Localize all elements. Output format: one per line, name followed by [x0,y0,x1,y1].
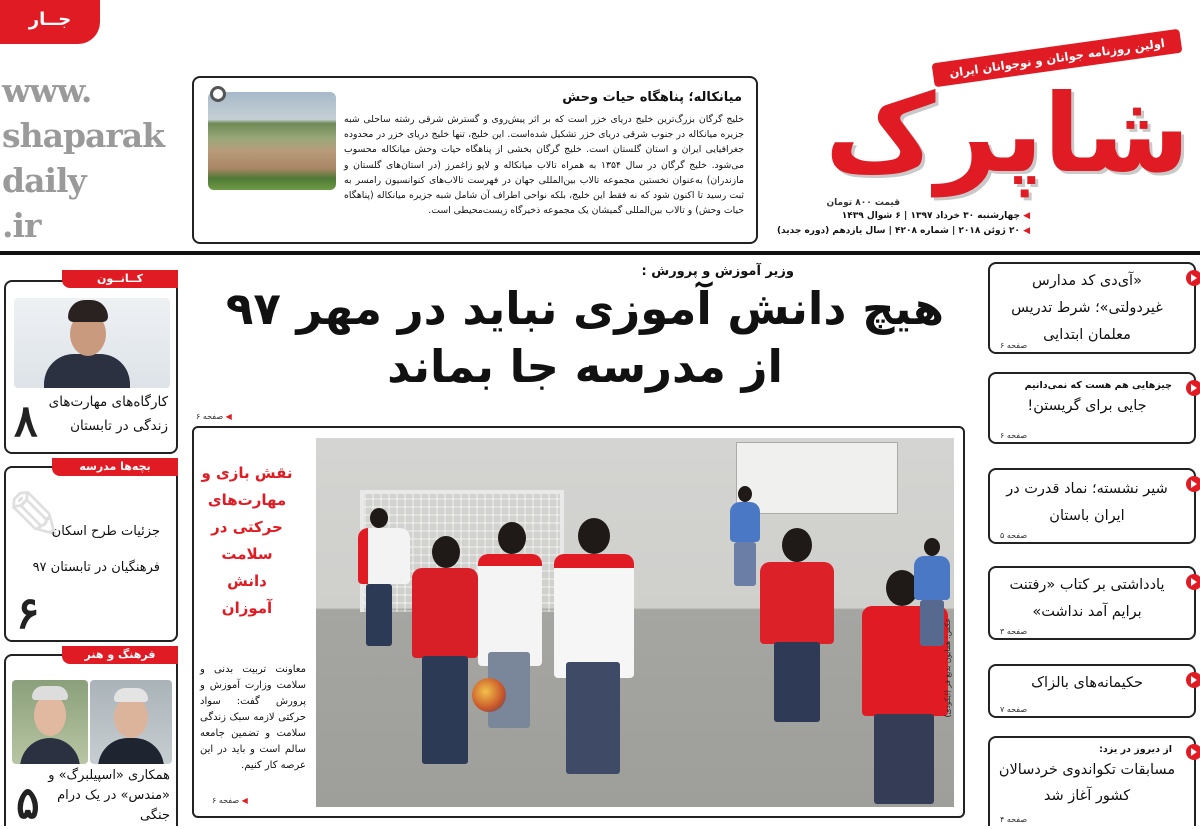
photo-tag: نقش بازی و مهارت‌های حرکتی در سلامت دانش آموزان [201,464,293,617]
student-figure [548,518,638,778]
website-line: shaparak [2,116,165,155]
bullet-icon [1186,574,1200,590]
page-ref: صفحه ۵ [1000,531,1028,540]
page-ref: صفحه ۶ [1000,431,1028,440]
portrait-photo [14,298,170,388]
left-story-title: کارگاه‌های مهارت‌های زندگی در تابستان [48,394,168,434]
right-story-title: حکیمانه‌های بالزاک [1031,675,1143,691]
left-story-school[interactable] [4,460,178,642]
left-story-culture[interactable] [4,648,178,829]
masthead-rule [0,251,1200,255]
headline-line: از مدرسه جا بماند [387,340,783,393]
lead-story-title: میانکاله؛ پناهگاه حیات وحش [562,90,742,105]
right-story-title: مسابقات تکواندوی خردسالان کشور آغاز شد [998,762,1176,804]
website-line: www. [2,71,92,110]
caption-page-ref: ◀ صفحه ۶ [212,796,248,805]
bullet-icon [1186,380,1200,396]
bullet-icon: ◀ [223,412,232,421]
bullet-icon [1186,270,1200,286]
section-label: بچه‌ها مدرسه [52,458,178,476]
page-ref: صفحه ۷ [1000,705,1028,714]
pin-icon [210,86,226,102]
price: قیمت ۸۰۰ تومان [826,198,900,208]
left-story-title: همکاری «اسپیلبرگ» و «مندس» در یک درام جنگی [48,768,170,823]
corner-tag: جــار [0,0,100,44]
portrait-photo-2 [90,680,172,764]
photo-caption: معاونت تربیت بدنی و سلامت وزارت آموزش و پرورش گفت: سواد حرکتی لازمه سبک زندگی سلامت و تضمین جامعه سالم است و باید در این عرصه کار کنیم. [200,664,306,771]
website-line: .ir [2,206,41,245]
bullet-icon: ◀ [1019,226,1030,236]
decorative-pencil-icon: ✎ [6,476,65,558]
lake-photo [208,92,336,190]
headline-kicker: وزیر آموزش و پرورش : [641,264,794,279]
student-figure [408,536,482,768]
right-story-title: شیر نشسته؛ نماد قدرت در ایران باستان [1006,481,1168,524]
schoolboys-football-photo[interactable] [316,438,954,807]
bullet-icon [1186,672,1200,688]
bullet-icon: ◀ [1019,211,1030,221]
page-ref: صفحه ۴ [1000,815,1028,824]
page-number: ۸ [14,396,38,447]
headline-page-ref: ◀ صفحه ۶ [196,412,232,421]
photo-credit: عکس: همایون بدیع فر (ایکودی) [943,618,952,718]
page-number: ۵ [16,778,40,829]
bullet-icon: ◀ [239,796,248,805]
student-figure [356,508,402,648]
right-story-6[interactable] [988,736,1196,826]
page-ref: صفحه ۳ [1000,627,1028,636]
right-story-title: جایی برای گریستن! [1027,398,1147,414]
tagline-ribbon: اولین روزنامه جوانان و نوجوانان ایران [932,29,1183,88]
lead-story-body: خلیج گرگان بزرگ‌ترین خلیج دریای خزر است که بر اثر پیش‌روی و گسترش شرقی رشته ساحلی شبه جزیره میانکاله در جنوب شرقی دریای خزر تشکیل شده‌است. این خلیج، تنها خلیج دریای خزر در محدوده جغرافیایی ایران و استان گلستان است. خلیج گرگان بخشی از پناهگاه حیات وحش میانکاله محسوب می‌شود. خلیج گرگان در سال ۱۳۵۴ به همراه تالاب میانکاله و لاپو زاغمرز (در استان‌های گلستان و مازندران) به‌عنوان نخستین مجموعه تالاب بین‌المللی جهان در فهرست تالاب‌های کنوانسیون رامسر به ثبت رسید تا اکنون شود که نه فقط این خلیج، بلکه نواحی اطراف آن شامل شبه جزیره میانکاله (پناهگاه حیات وحش) و تالاب بین‌المللی گمیشان یک مجموعه ذخیرگاه زیست‌محیطی است. [344,114,744,217]
right-story-kicker: از دیروز در یزد: [1099,744,1172,755]
right-story-title: «آی‌دی کد مدارس غیردولتی»؛ شرط تدریس معلمان ابتدایی [1011,273,1163,343]
page-number: ۶ [16,588,40,639]
section-label: فرهنگ و هنر [62,646,178,664]
section-label: کــانــون [62,270,178,288]
lead-story-box[interactable] [192,76,758,244]
page-ref: صفحه ۶ [1000,341,1028,350]
left-story-kanoon[interactable] [4,272,178,454]
right-story-title: یادداشتی بر کتاب «رفتنت برایم آمد نداشت» [1009,577,1165,620]
bullet-icon [1186,476,1200,492]
right-story-1[interactable] [988,262,1196,354]
right-story-kicker: چیزهایی هم هست که نمی‌دانیم [1024,380,1172,391]
right-story-2[interactable] [988,372,1196,444]
portrait-photo-1 [12,680,88,764]
main-headline[interactable] [190,280,980,396]
date-line-persian: ◀ چهارشنبه ۳۰ خرداد ۱۳۹۷ | ۶ شوال ۱۴۳۹ [841,211,1030,221]
website-line: daily [2,161,86,200]
newspaper-logo: شاپرک [824,72,1190,197]
student-figure [756,528,838,724]
right-story-5[interactable] [988,664,1196,718]
website-address[interactable] [2,68,172,248]
headline-line: هیچ دانش آموزی نباید در مهر ۹۷ [225,282,945,335]
right-story-3[interactable] [988,468,1196,544]
date-line-issue: ◀ ۲۰ ژوئن ۲۰۱۸ | شماره ۴۲۰۸ | سال یازدهم (دوره جدید) [776,226,1030,236]
left-story-title: جزئیات طرح اسکان فرهنگیان در تابستان ۹۷ [32,524,160,575]
football [472,678,506,712]
right-story-4[interactable] [988,566,1196,640]
bullet-icon [1186,744,1200,760]
